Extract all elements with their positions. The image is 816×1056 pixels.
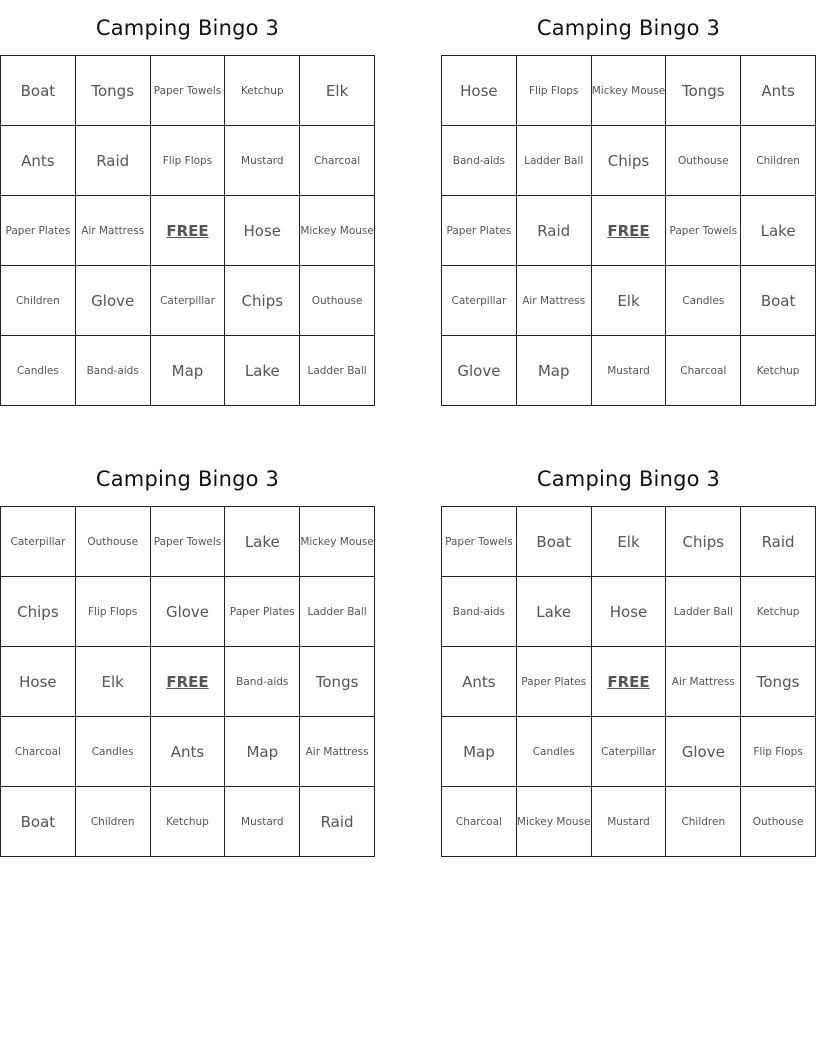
- bingo-cell: Air Mattress: [666, 647, 741, 717]
- bingo-cell: Candles: [666, 266, 741, 336]
- bingo-cell: Elk: [592, 266, 667, 336]
- bingo-grid: [441, 55, 816, 406]
- bingo-cell: Lake: [517, 577, 592, 647]
- bingo-cell: Elk: [76, 647, 151, 717]
- bingo-cell: Ants: [1, 126, 76, 196]
- bingo-cell: Lake: [741, 196, 816, 266]
- bingo-cell: Boat: [1, 56, 76, 126]
- bingo-cell: Air Mattress: [76, 196, 151, 266]
- bingo-card-1: [0, 0, 375, 380]
- card-title: Camping Bingo 3: [95, 16, 280, 40]
- bingo-cell: Ketchup: [151, 787, 226, 857]
- free-space: FREE: [592, 647, 667, 717]
- bingo-cell: Chips: [225, 266, 300, 336]
- bingo-cell: Caterpillar: [151, 266, 226, 336]
- bingo-cell: Ants: [741, 56, 816, 126]
- bingo-cell: Raid: [300, 787, 375, 857]
- bingo-cell: Glove: [151, 577, 226, 647]
- bingo-cell: Mustard: [592, 336, 667, 406]
- bingo-cell: Mickey Mouse: [592, 56, 667, 126]
- bingo-card-3: [0, 451, 375, 831]
- bingo-card-4: [441, 451, 816, 828]
- bingo-cell: Map: [151, 336, 226, 406]
- bingo-cell: Raid: [741, 507, 816, 577]
- bingo-cell: Caterpillar: [592, 717, 667, 787]
- bingo-cell: Hose: [225, 196, 300, 266]
- free-space: FREE: [592, 196, 667, 266]
- bingo-cell: Flip Flops: [741, 717, 816, 787]
- bingo-cell: Band-aids: [442, 126, 517, 196]
- card-title: Camping Bingo 3: [536, 16, 721, 40]
- bingo-cell: Hose: [592, 577, 667, 647]
- bingo-cell: Outhouse: [300, 266, 375, 336]
- bingo-cell: Mickey Mouse: [300, 507, 375, 577]
- bingo-cell: Chips: [1, 577, 76, 647]
- bingo-cell: Mustard: [225, 787, 300, 857]
- bingo-cell: Ketchup: [741, 577, 816, 647]
- bingo-cell: Paper Plates: [225, 577, 300, 647]
- bingo-cell: Tongs: [666, 56, 741, 126]
- bingo-cell: Lake: [225, 507, 300, 577]
- bingo-cell: Tongs: [76, 56, 151, 126]
- bingo-grid: [441, 506, 816, 857]
- bingo-cell: Candles: [76, 717, 151, 787]
- bingo-cell: Outhouse: [76, 507, 151, 577]
- bingo-cell: Ants: [151, 717, 226, 787]
- bingo-cell: Tongs: [741, 647, 816, 717]
- card-title: Camping Bingo 3: [536, 467, 721, 491]
- free-space: FREE: [151, 196, 226, 266]
- bingo-cell: Ladder Ball: [300, 336, 375, 406]
- bingo-cell: Mickey Mouse: [517, 787, 592, 857]
- bingo-grid: [0, 55, 375, 406]
- bingo-cell: Ketchup: [741, 336, 816, 406]
- bingo-cell: Outhouse: [666, 126, 741, 196]
- bingo-cell: Ketchup: [225, 56, 300, 126]
- bingo-cell: Elk: [592, 507, 667, 577]
- bingo-cell: Hose: [1, 647, 76, 717]
- bingo-card-2: [441, 0, 816, 380]
- bingo-cell: Ladder Ball: [666, 577, 741, 647]
- bingo-cell: Map: [517, 336, 592, 406]
- bingo-cell: Children: [666, 787, 741, 857]
- bingo-cell: Air Mattress: [300, 717, 375, 787]
- bingo-cell: Band-aids: [225, 647, 300, 717]
- bingo-cell: Paper Towels: [666, 196, 741, 266]
- bingo-cell: Boat: [1, 787, 76, 857]
- bingo-cell: Charcoal: [442, 787, 517, 857]
- bingo-cell: Ladder Ball: [517, 126, 592, 196]
- bingo-cell: Band-aids: [442, 577, 517, 647]
- bingo-cell: Mustard: [592, 787, 667, 857]
- bingo-cell: Children: [76, 787, 151, 857]
- bingo-cell: Flip Flops: [517, 56, 592, 126]
- bingo-cell: Ants: [442, 647, 517, 717]
- bingo-cell: Charcoal: [300, 126, 375, 196]
- bingo-cell: Charcoal: [1, 717, 76, 787]
- bingo-cell: Glove: [76, 266, 151, 336]
- bingo-cell: Map: [225, 717, 300, 787]
- bingo-cell: Children: [1, 266, 76, 336]
- bingo-cell: Flip Flops: [76, 577, 151, 647]
- bingo-cell: Caterpillar: [442, 266, 517, 336]
- bingo-cell: Flip Flops: [151, 126, 226, 196]
- bingo-cell: Paper Towels: [151, 56, 226, 126]
- bingo-cell: Raid: [76, 126, 151, 196]
- bingo-cell: Paper Towels: [442, 507, 517, 577]
- bingo-cell: Band-aids: [76, 336, 151, 406]
- bingo-cell: Lake: [225, 336, 300, 406]
- bingo-cell: Tongs: [300, 647, 375, 717]
- free-space: FREE: [151, 647, 226, 717]
- bingo-cell: Paper Plates: [1, 196, 76, 266]
- bingo-cell: Boat: [517, 507, 592, 577]
- bingo-cell: Paper Plates: [517, 647, 592, 717]
- bingo-cell: Glove: [442, 336, 517, 406]
- bingo-cell: Candles: [517, 717, 592, 787]
- bingo-cell: Candles: [1, 336, 76, 406]
- bingo-grid: [0, 506, 375, 857]
- bingo-cell: Hose: [442, 56, 517, 126]
- bingo-cell: Mustard: [225, 126, 300, 196]
- bingo-cell: Children: [741, 126, 816, 196]
- bingo-cell: Raid: [517, 196, 592, 266]
- bingo-cell: Outhouse: [741, 787, 816, 857]
- bingo-cell: Ladder Ball: [300, 577, 375, 647]
- bingo-cell: Glove: [666, 717, 741, 787]
- bingo-cell: Charcoal: [666, 336, 741, 406]
- bingo-cell: Boat: [741, 266, 816, 336]
- bingo-cell: Paper Plates: [442, 196, 517, 266]
- bingo-cell: Air Mattress: [517, 266, 592, 336]
- bingo-cell: Chips: [666, 507, 741, 577]
- bingo-cell: Chips: [592, 126, 667, 196]
- bingo-cell: Paper Towels: [151, 507, 226, 577]
- bingo-cell: Caterpillar: [1, 507, 76, 577]
- card-title: Camping Bingo 3: [95, 467, 280, 491]
- bingo-cell: Map: [442, 717, 517, 787]
- bingo-cell: Elk: [300, 56, 375, 126]
- bingo-cell: Mickey Mouse: [300, 196, 375, 266]
